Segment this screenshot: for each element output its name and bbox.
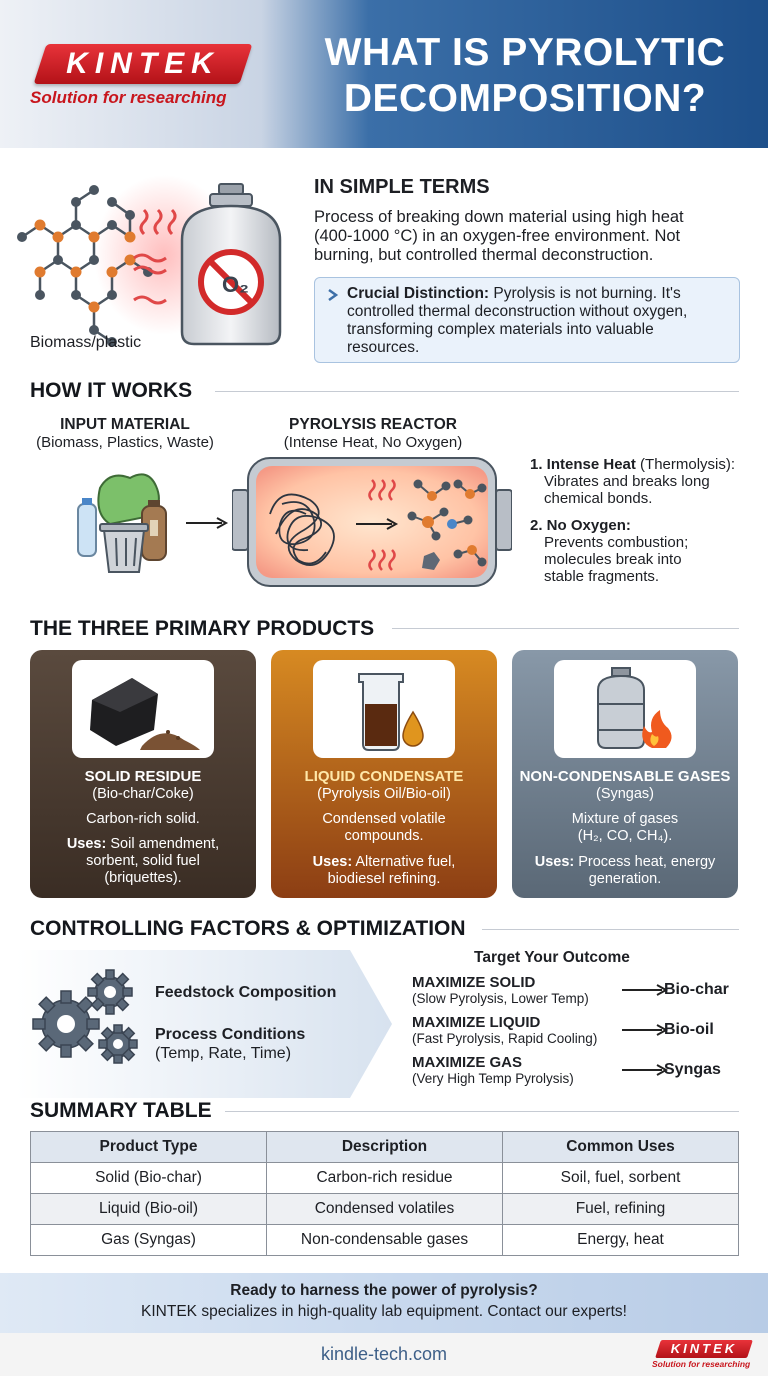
table-cell: Carbon-rich residue [267,1163,503,1194]
product-card-gas [512,650,738,898]
target-row-liquid [412,1014,752,1046]
target-row-gas [412,1054,752,1086]
step-line: Prevents combustion; [544,534,689,551]
table-cell: Liquid (Bio-oil) [31,1194,267,1225]
product-uses [520,854,730,888]
image-caption: Biomass/plastic [30,334,142,351]
reactor-label [250,416,496,451]
product-desc-line: Condensed volatile [322,811,446,827]
step-intense-heat [530,456,766,507]
table-header-row [31,1132,739,1163]
table-cell: Soil, fuel, sorbent [503,1163,739,1194]
product-title: NON-CONDENSABLE GASES [519,768,731,785]
callout-line: resources. [347,339,420,356]
callout-line: controlled thermal deconstruction without oxygen, [347,303,688,320]
column-header: Description [267,1132,503,1163]
input-material-title: INPUT MATERIAL [60,416,190,433]
product-title: LIQUID CONDENSATE [304,768,464,785]
section-divider [392,628,739,629]
target-result: Bio-char [664,981,729,998]
target-sub: (Very High Temp Pyrolysis) [412,1071,574,1086]
arrow-right-icon [620,984,670,996]
product-desc-line: Carbon-rich solid. [86,811,200,827]
product-icon-box [554,660,696,758]
table-cell: Energy, heat [503,1225,739,1256]
arrow-right-icon [620,1064,670,1076]
uses-label: Uses: [66,836,107,852]
products-heading: THE THREE PRIMARY PRODUCTS [30,617,375,640]
website-link[interactable]: kindle-tech.com [320,1344,448,1364]
mechanism-steps [530,456,766,585]
uses-label: Uses: [534,854,575,870]
arrow-right-icon [184,516,230,530]
footer [0,1333,768,1376]
uses-line: biodiesel refining. [327,871,441,887]
uses-line: Process heat, energy [574,854,716,870]
input-material-label [20,416,230,451]
factors-heading: CONTROLLING FACTORS & OPTIMIZATION [30,917,466,940]
column-header: Common Uses [503,1132,739,1163]
step-no-oxygen [530,517,766,585]
target-title: MAXIMIZE GAS [412,1054,523,1071]
chevron-right-icon [327,288,339,302]
factor-title: Process Conditions [155,1026,306,1043]
table-row [31,1225,739,1256]
product-desc-line: compounds. [344,828,424,844]
factor-process-conditions [155,1025,305,1063]
product-uses [279,854,489,888]
pyrolysis-reactor-illustration [232,454,512,588]
product-subtitle: (Pyrolysis Oil/Bio-oil) [317,786,451,802]
reactor-sub: (Intense Heat, No Oxygen) [283,434,463,451]
table-cell: Non-condensable gases [267,1225,503,1256]
page-title [290,30,760,122]
uses-line: Soil amendment, [106,836,220,852]
uses-line: sorbent, solid fuel [86,853,200,869]
cta-headline: Ready to harness the power of pyrolysis? [230,1282,538,1299]
product-description [520,811,730,845]
title-line-2: DECOMPOSITION? [343,77,707,120]
product-card-liquid [271,650,497,898]
uses-line: (briquettes). [104,870,182,886]
product-title: SOLID RESIDUE [84,768,202,785]
step-line: stable fragments. [544,568,660,585]
product-description [279,811,489,845]
table-row [31,1163,739,1194]
simple-terms-text [314,208,684,265]
target-title: MAXIMIZE SOLID [412,974,536,991]
input-material-sub: (Biomass, Plastics, Waste) [36,434,214,451]
target-result: Syngas [664,1061,721,1078]
product-icon-box [72,660,214,758]
product-desc-line: Mixture of gases [571,811,679,827]
target-result: Bio-oil [664,1021,714,1038]
table-cell: Condensed volatiles [267,1194,503,1225]
logo-tagline: Solution for researching [30,88,227,107]
section-divider [225,1111,739,1112]
summary-table [30,1131,739,1256]
product-desc-line: (H₂, CO, CH₄). [577,828,673,844]
crucial-distinction-callout [314,277,740,363]
how-it-works-heading: HOW IT WORKS [30,379,193,402]
target-row-solid [412,974,752,1006]
uses-line: Alternative fuel, [352,854,456,870]
beaker-oil-icon [313,660,455,758]
biomass-molecule-illustration [14,170,304,360]
kintek-logo-text: KINTEK [66,47,220,80]
section-divider [215,391,739,392]
simple-terms-heading: IN SIMPLE TERMS [314,176,490,198]
product-subtitle: (Syngas) [595,786,655,802]
o2-symbol: O₂ [222,272,249,297]
table-cell: Solid (Bio-char) [31,1163,267,1194]
table-cell: Gas (Syngas) [31,1225,267,1256]
simple-terms-line: burning, but controlled thermal deconstruction. [314,246,654,264]
step-line: chemical bonds. [544,490,653,507]
step-title: 1. Intense Heat [530,456,636,473]
factor-feedstock: Feedstock Composition [155,984,337,1001]
cta-text[interactable]: KINTEK specializes in high-quality lab equipment. Contact our experts! [141,1303,627,1320]
section-divider [482,929,739,930]
callout-label: Crucial Distinction: [347,285,490,302]
step-line: Vibrates and breaks long [544,473,710,490]
uses-label: Uses: [312,854,353,870]
arrow-right-icon [620,1024,670,1036]
footer-logo-text: KINTEK [670,1341,738,1356]
column-header: Product Type [31,1132,267,1163]
product-description [38,811,248,828]
factor-sub: (Temp, Rate, Time) [155,1045,292,1062]
callout-text [347,285,739,357]
charcoal-icon [72,660,214,758]
target-title: MAXIMIZE LIQUID [412,1014,541,1031]
gas-cylinder-icon [554,660,696,758]
step-paren: (Thermolysis): [635,456,736,473]
uses-line: generation. [588,871,662,887]
simple-terms-line: (400-1000 °C) in an oxygen-free environment. Not [314,227,681,245]
target-sub: (Slow Pyrolysis, Lower Temp) [412,991,589,1006]
callout-line: transforming complex materials into valuable [347,321,654,338]
summary-heading: SUMMARY TABLE [30,1099,212,1122]
title-line-1: WHAT IS PYROLYTIC [324,31,726,74]
product-uses [38,836,248,887]
call-to-action-banner [0,1273,768,1333]
step-title: 2. No Oxygen: [530,517,631,534]
simple-terms-line: Process of breaking down material using high heat [314,208,684,226]
waste-materials-icon [70,468,180,576]
product-card-solid [30,650,256,898]
reactor-title: PYROLYSIS REACTOR [289,416,457,433]
step-line: molecules break into [544,551,682,568]
target-outcome-heading: Target Your Outcome [474,949,630,966]
product-icon-box [313,660,455,758]
header-banner [0,0,768,148]
target-sub: (Fast Pyrolysis, Rapid Cooling) [412,1031,598,1046]
table-cell: Fuel, refining [503,1194,739,1225]
gears-icon [30,966,142,1066]
callout-line: Pyrolysis is not burning. It's [489,285,681,302]
table-row [31,1194,739,1225]
footer-logo-tagline: Solution for researching [652,1359,751,1369]
product-subtitle: (Bio-char/Coke) [92,786,194,802]
